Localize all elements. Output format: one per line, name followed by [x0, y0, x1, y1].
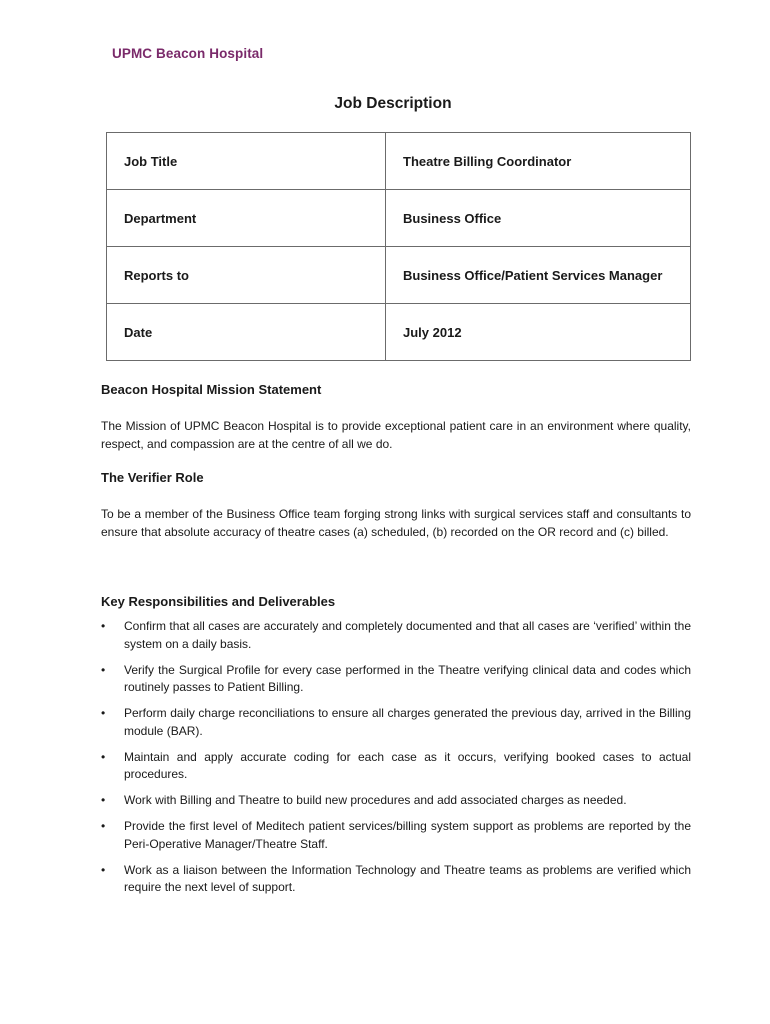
- job-title-value: Theatre Billing Coordinator: [386, 133, 691, 190]
- organization-name: UPMC Beacon Hospital: [112, 46, 264, 61]
- verifier-text: To be a member of the Business Office team forging strong links with surgical services staff and consultants to ensure that absolute accuracy of theatre cases (a) scheduled, (b) recorded on the OR record and (c) billed.: [101, 507, 691, 539]
- mission-heading: Beacon Hospital Mission Statement: [101, 382, 322, 397]
- list-item-text: Work as a liaison between the Information Technology and Theatre teams as problems are verified which require the next level of support.: [124, 862, 691, 894]
- table-row: [107, 133, 691, 190]
- job-title-label: Job Title: [107, 133, 386, 190]
- list-item: [101, 818, 691, 853]
- bullet-icon: •: [101, 662, 106, 677]
- bullet-icon: •: [101, 749, 106, 764]
- table-row: [107, 304, 691, 361]
- department-value: Business Office: [386, 190, 691, 247]
- document-title: Job Description: [334, 95, 452, 112]
- date-value: July 2012: [386, 304, 691, 361]
- list-item: [101, 618, 691, 653]
- list-item-text: Work with Billing and Theatre to build new procedures and add associated charges as needed.: [124, 793, 627, 807]
- bullet-icon: •: [101, 793, 106, 807]
- reports-to-value: Business Office/Patient Services Manager: [386, 247, 691, 304]
- list-item: [101, 792, 691, 810]
- responsibilities-list: [101, 618, 691, 905]
- bullet-icon: •: [101, 706, 106, 720]
- list-item: [101, 749, 691, 784]
- list-item: [101, 662, 691, 697]
- list-item: [101, 705, 691, 740]
- date-label: Date: [107, 304, 386, 361]
- department-label: Department: [107, 190, 386, 247]
- responsibilities-heading: Key Responsibilities and Deliverables: [101, 594, 336, 609]
- reports-to-label: Reports to: [107, 247, 386, 304]
- bullet-icon: •: [101, 619, 106, 633]
- list-item-text: Maintain and apply accurate coding for each case as it occurs, verifying booked cases to actual procedures.: [124, 749, 691, 781]
- mission-text: The Mission of UPMC Beacon Hospital is to provide exceptional patient care in an environment where quality, respect, and compassion are at the centre of all we do.: [101, 419, 691, 451]
- bullet-icon: •: [101, 862, 106, 877]
- table-row: [107, 247, 691, 304]
- job-info-table: [106, 132, 691, 361]
- list-item-text: Confirm that all cases are accurately and completely documented and that all cases are ‘verified’ within the system on a daily basis.: [124, 619, 691, 651]
- table-row: [107, 190, 691, 247]
- list-item-text: Verify the Surgical Profile for every case performed in the Theatre verifying clinical data and codes which routinely passes to Patient Billing.: [124, 662, 691, 694]
- list-item-text: Perform daily charge reconciliations to ensure all charges generated the previous day, arrived in the Billing module (BAR).: [124, 706, 691, 738]
- list-item: [101, 862, 691, 897]
- list-item-text: Provide the first level of Meditech patient services/billing system support as problems are reported by the Peri-Operative Manager/Theatre Staff.: [124, 819, 691, 851]
- verifier-heading: The Verifier Role: [101, 470, 204, 485]
- bullet-icon: •: [101, 819, 106, 833]
